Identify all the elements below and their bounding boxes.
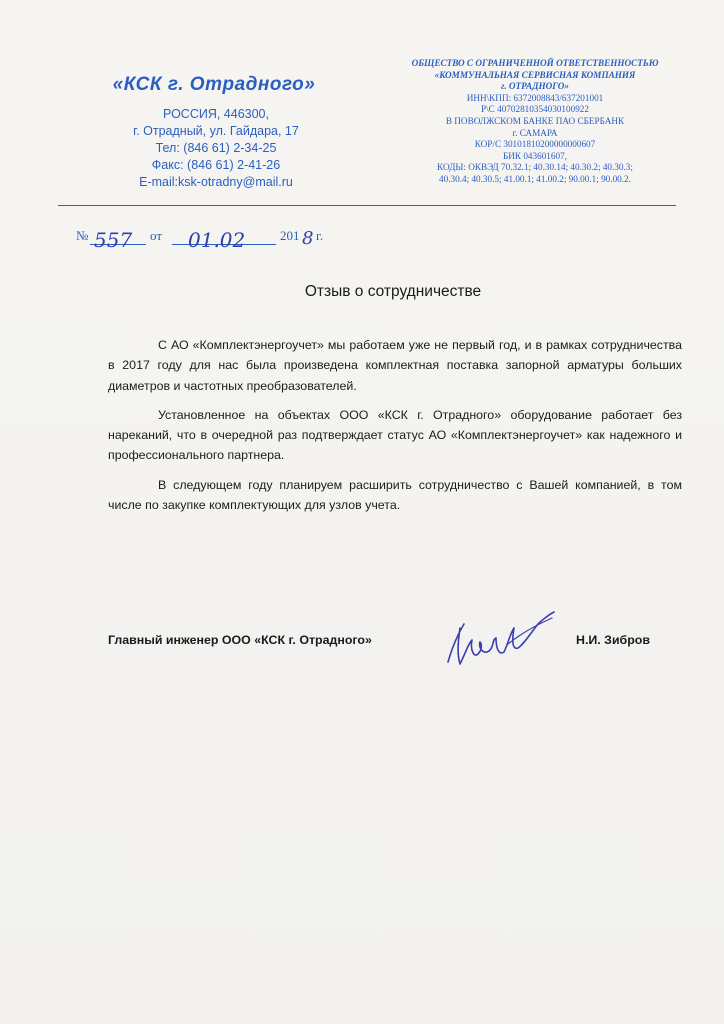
handwritten-date: 01.02 (188, 228, 246, 252)
address-street: г. Отрадный, ул. Гайдара, 17 (133, 124, 299, 138)
company-address-block (100, 106, 332, 191)
signatory-name: Н.И. Зибров (576, 633, 650, 647)
letter-title: Отзыв о сотрудничестве (304, 283, 482, 300)
legal-name-line: «КОММУНАЛЬНАЯ СЕРВИСНАЯ КОМПАНИЯ (434, 69, 636, 80)
bank-city: г. САМАРА (512, 127, 558, 138)
company-requisites-block (388, 58, 682, 186)
signatory-role: Главный инженер ООО «КСК г. Отрадного» (108, 633, 372, 647)
handwritten-number: 557 (94, 228, 133, 252)
year-suffix: г. (316, 228, 324, 243)
fax-number: Факс: (846 61) 2-41-26 (151, 158, 281, 172)
correspondent-account: КОР/С 30101810200000000607 (474, 139, 596, 150)
body-paragraph: С АО «Комплектэнергоучет» мы работаем уже не первый год, и в рамках сотрудничества в 2017 году для нас была произведена комплектная поставка запорной арматуры больших диаметров и частотных преобразователей. (108, 338, 682, 393)
handwritten-signature (438, 604, 558, 674)
date-from-label: от (150, 228, 163, 243)
letter-body (108, 335, 682, 524)
okved-codes-2: 40.30.4; 40.30.5; 41.00.1; 41.00.2; 90.00.1; 90.00.2. (439, 173, 631, 184)
phone-number: Тел: (846 61) 2-34-25 (155, 141, 277, 155)
legal-form-line: ОБЩЕСТВО С ОГРАНИЧЕННОЙ ОТВЕТСТВЕННОСТЬЮ (411, 58, 659, 68)
year-prefix: 201 (280, 228, 300, 243)
bank-account: Р\С 40702810354030100922 (481, 104, 589, 115)
handwritten-year-digit: 8 (302, 228, 314, 249)
okved-codes-1: КОДЫ: ОКВЭД 70.32.1; 40.30.14; 40.30.2; 40.30.3; (437, 162, 633, 173)
letterhead-divider (58, 205, 676, 206)
address-country-zip: РОССИЯ, 446300, (163, 107, 269, 121)
company-name: «КСК г. Отрадного» (112, 74, 316, 95)
number-label: № (76, 228, 89, 243)
bank-name: В ПОВОЛЖСКОМ БАНКЕ ПАО СБЕРБАНК (445, 115, 625, 126)
body-paragraph: В следующем году планируем расширить сотрудничество с Вашей компанией, в том числе по закупке комплектующих для узлов учета. (108, 477, 682, 513)
document-number-line (76, 222, 346, 252)
inn-kpp: ИНН\КПП: 6372008843/637201001 (466, 92, 604, 103)
legal-city-line: г. ОТРАДНОГО» (501, 81, 569, 92)
email-address: E-mail:ksk-otradny@mail.ru (139, 175, 293, 189)
body-paragraph: Установленное на объектах ООО «КСК г. Отрадного» оборудование работает без нареканий, что в очередной раз подтверждает статус АО «Комплектэнергоучет» как надежного и профессионального партнера. (108, 407, 682, 463)
bik-code: БИК 043601607, (503, 150, 567, 161)
